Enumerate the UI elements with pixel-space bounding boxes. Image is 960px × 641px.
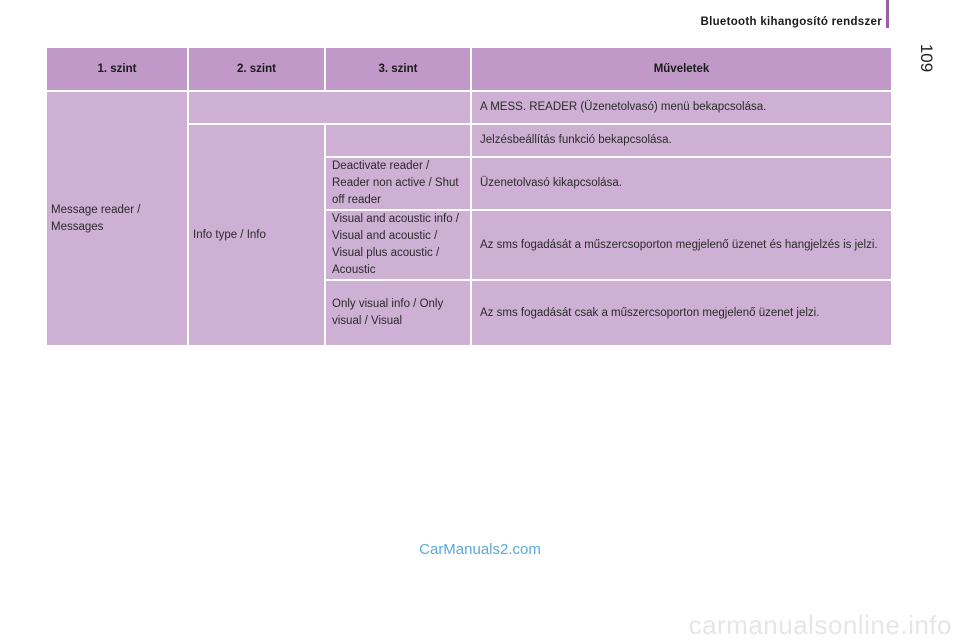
action-cell: Az sms fogadását a műszercsoporton megjelenő üzenet és hangjelzés is jelzi.: [471, 210, 892, 280]
empty-cell: [325, 124, 471, 157]
column-header-level3: 3. szint: [325, 47, 471, 91]
action-cell: Az sms fogadását csak a műszercsoporton megjelenő üzenet jelzi.: [471, 280, 892, 346]
footer-watermark: carmanualsonline.info: [688, 610, 952, 640]
level3-cell: Deactivate reader / Reader non active / Shut off reader: [325, 157, 471, 210]
action-cell: Üzenetolvasó kikapcsolása.: [471, 157, 892, 210]
column-header-level1: 1. szint: [46, 47, 188, 91]
level2-cell: Info type / Info: [188, 124, 325, 346]
action-cell: A MESS. READER (Üzenetolvasó) menü bekapcsolása.: [471, 91, 892, 124]
watermark-link[interactable]: CarManuals2.com: [419, 541, 541, 558]
menu-table: [45, 46, 893, 347]
column-header-actions: Műveletek: [471, 47, 892, 91]
level1-cell: Message reader / Messages: [46, 91, 188, 346]
table-row: [46, 91, 892, 124]
page-number: 109: [917, 43, 936, 73]
header-accent-bar: [886, 0, 889, 28]
action-cell: Jelzésbeállítás funkció bekapcsolása.: [471, 124, 892, 157]
column-header-level2: 2. szint: [188, 47, 325, 91]
section-title: Bluetooth kihangosító rendszer: [700, 16, 882, 28]
table-header-row: [46, 47, 892, 91]
level3-cell: Visual and acoustic info / Visual and acoustic / Visual plus acoustic / Acoustic: [325, 210, 471, 280]
menu-table-container: [45, 46, 891, 347]
empty-cell: [188, 91, 471, 124]
level3-cell: Only visual info / Only visual / Visual: [325, 280, 471, 346]
